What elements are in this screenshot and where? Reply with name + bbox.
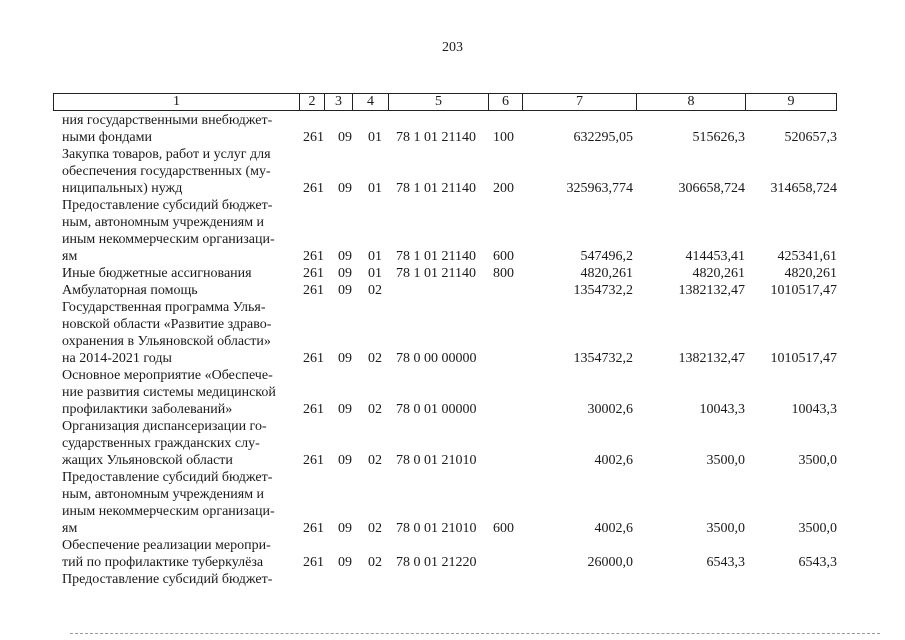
cell-vr: 100 xyxy=(493,130,514,145)
row-name-line: Организация диспансеризации го- xyxy=(62,419,267,434)
cell-glav: 261 xyxy=(303,453,324,468)
row-name-line: Основное мероприятие «Обеспече- xyxy=(62,368,273,383)
cell-vr: 600 xyxy=(493,249,514,264)
cell-v8: 515626,3 xyxy=(692,130,745,145)
cell-v7: 325963,774 xyxy=(566,181,633,196)
row-name-line: Предоставление субсидий бюджет- xyxy=(62,572,273,587)
cell-v9: 314658,724 xyxy=(770,181,837,196)
cell-v8: 3500,0 xyxy=(706,521,745,536)
row-name-line: охранения в Ульяновской области» xyxy=(62,334,271,349)
row-name-line: профилактики заболеваний» xyxy=(62,402,233,417)
row-name-line: иным некоммерческим организаци- xyxy=(62,232,275,247)
cell-v9: 1010517,47 xyxy=(770,283,837,298)
cell-v9: 6543,3 xyxy=(798,555,837,570)
cell-csr: 78 1 01 21140 xyxy=(396,266,476,281)
table-row xyxy=(0,418,905,469)
cell-csr: 78 0 00 00000 xyxy=(396,351,477,366)
cell-glav: 261 xyxy=(303,555,324,570)
header-cell: 6 xyxy=(489,94,523,110)
cell-v9: 3500,0 xyxy=(798,521,837,536)
page-number: 203 xyxy=(442,40,463,55)
header-cell: 1 xyxy=(54,94,300,110)
header-cell: 2 xyxy=(300,94,325,110)
cell-rz: 09 xyxy=(338,130,352,145)
cell-pr: 01 xyxy=(368,181,382,196)
table-row xyxy=(0,265,905,282)
cell-v7: 26000,0 xyxy=(587,555,633,570)
cell-glav: 261 xyxy=(303,283,324,298)
row-values xyxy=(0,350,905,367)
cell-vr: 600 xyxy=(493,521,514,536)
cell-v8: 1382132,47 xyxy=(678,283,745,298)
cell-pr: 02 xyxy=(368,351,382,366)
table-row xyxy=(0,197,905,265)
cell-vr: 800 xyxy=(493,266,514,281)
row-values xyxy=(0,520,905,537)
table-row xyxy=(0,469,905,537)
cell-v7: 632295,05 xyxy=(573,130,633,145)
row-values xyxy=(0,571,905,588)
cell-v7: 1354732,2 xyxy=(573,351,633,366)
cell-pr: 01 xyxy=(368,249,382,264)
row-values xyxy=(0,401,905,418)
row-name-line: иным некоммерческим организаци- xyxy=(62,504,275,519)
cell-v7: 4002,6 xyxy=(594,521,633,536)
cell-v9: 10043,3 xyxy=(791,402,837,417)
row-name-line: Государственная программа Улья- xyxy=(62,300,266,315)
row-name-line: Амбулаторная помощь xyxy=(62,283,198,298)
cell-csr: 78 1 01 21140 xyxy=(396,249,476,264)
cell-glav: 261 xyxy=(303,249,324,264)
row-name-line: Иные бюджетные ассигнования xyxy=(62,266,252,281)
cell-v8: 306658,724 xyxy=(678,181,745,196)
cell-v9: 520657,3 xyxy=(784,130,837,145)
header-cell: 5 xyxy=(389,94,489,110)
row-name-line: тий по профилактике туберкулёза xyxy=(62,555,264,570)
cell-glav: 261 xyxy=(303,521,324,536)
cell-glav: 261 xyxy=(303,351,324,366)
header-cell: 9 xyxy=(787,94,795,109)
bottom-rule xyxy=(70,633,880,634)
cell-rz: 09 xyxy=(338,521,352,536)
table-row xyxy=(0,571,905,588)
cell-vr: 200 xyxy=(493,181,514,196)
table-row xyxy=(0,146,905,197)
row-name-line: ния государственными внебюджет- xyxy=(62,113,273,128)
cell-pr: 02 xyxy=(368,521,382,536)
row-name-line: сударственных гражданских слу- xyxy=(62,436,260,451)
cell-csr: 78 0 01 21220 xyxy=(396,555,477,570)
cell-v8: 414453,41 xyxy=(685,249,745,264)
cell-pr: 01 xyxy=(368,130,382,145)
cell-csr: 78 0 01 00000 xyxy=(396,402,477,417)
cell-v9: 425341,61 xyxy=(777,249,837,264)
cell-rz: 09 xyxy=(338,181,352,196)
row-values xyxy=(0,180,905,197)
row-name-line: ным, автономным учреждениям и xyxy=(62,487,265,502)
cell-pr: 02 xyxy=(368,283,382,298)
row-values xyxy=(0,282,905,299)
table-body xyxy=(0,112,905,588)
row-name-line: новской области «Развитие здраво- xyxy=(62,317,272,332)
cell-v7: 4820,261 xyxy=(580,266,633,281)
cell-glav: 261 xyxy=(303,402,324,417)
table-row xyxy=(0,282,905,299)
cell-rz: 09 xyxy=(338,402,352,417)
row-values xyxy=(0,248,905,265)
row-name-line: ными фондами xyxy=(62,130,153,145)
header-cell: 3 xyxy=(325,94,353,110)
row-values xyxy=(0,265,905,282)
row-name-line: ям xyxy=(62,521,78,536)
table-row xyxy=(0,367,905,418)
row-name-line: Закупка товаров, работ и услуг для xyxy=(62,147,271,162)
row-values xyxy=(0,452,905,469)
header-cell: 4 xyxy=(353,94,389,110)
table-row xyxy=(0,299,905,367)
table-row xyxy=(0,537,905,571)
cell-pr: 02 xyxy=(368,555,382,570)
table-header xyxy=(53,93,837,111)
row-name-line: ным, автономным учреждениям и xyxy=(62,215,265,230)
row-name-line: Предоставление субсидий бюджет- xyxy=(62,470,273,485)
cell-v9: 1010517,47 xyxy=(770,351,837,366)
row-name-line: жащих Ульяновской области xyxy=(62,453,233,468)
cell-v7: 1354732,2 xyxy=(573,283,633,298)
cell-v7: 4002,6 xyxy=(594,453,633,468)
table-row xyxy=(0,112,905,146)
cell-glav: 261 xyxy=(303,266,324,281)
cell-glav: 261 xyxy=(303,130,324,145)
cell-v8: 10043,3 xyxy=(699,402,745,417)
row-name-line: ние развития системы медицинской xyxy=(62,385,276,400)
cell-v7: 30002,6 xyxy=(587,402,633,417)
cell-csr: 78 1 01 21140 xyxy=(396,181,476,196)
cell-csr: 78 0 01 21010 xyxy=(396,453,477,468)
row-name-line: Обеспечение реализации меропри- xyxy=(62,538,271,553)
row-name-line: ниципальных) нужд xyxy=(62,181,183,196)
row-values xyxy=(0,129,905,146)
cell-v8: 4820,261 xyxy=(692,266,745,281)
cell-v8: 6543,3 xyxy=(706,555,745,570)
row-name-line: обеспечения государственных (му- xyxy=(62,164,271,179)
cell-pr: 01 xyxy=(368,266,382,281)
cell-csr: 78 1 01 21140 xyxy=(396,130,476,145)
cell-v8: 1382132,47 xyxy=(678,351,745,366)
row-name-line: на 2014-2021 годы xyxy=(62,351,172,366)
cell-rz: 09 xyxy=(338,266,352,281)
row-name-line: Предоставление субсидий бюджет- xyxy=(62,198,273,213)
header-cell: 8 xyxy=(637,94,746,110)
cell-pr: 02 xyxy=(368,453,382,468)
cell-v9: 3500,0 xyxy=(798,453,837,468)
cell-csr: 78 0 01 21010 xyxy=(396,521,477,536)
cell-v7: 547496,2 xyxy=(580,249,633,264)
cell-rz: 09 xyxy=(338,283,352,298)
row-values xyxy=(0,554,905,571)
cell-rz: 09 xyxy=(338,249,352,264)
cell-v8: 3500,0 xyxy=(706,453,745,468)
row-name-line: ям xyxy=(62,249,78,264)
cell-pr: 02 xyxy=(368,402,382,417)
cell-rz: 09 xyxy=(338,453,352,468)
cell-rz: 09 xyxy=(338,351,352,366)
cell-rz: 09 xyxy=(338,555,352,570)
cell-v9: 4820,261 xyxy=(784,266,837,281)
header-cell: 7 xyxy=(523,94,637,110)
cell-glav: 261 xyxy=(303,181,324,196)
